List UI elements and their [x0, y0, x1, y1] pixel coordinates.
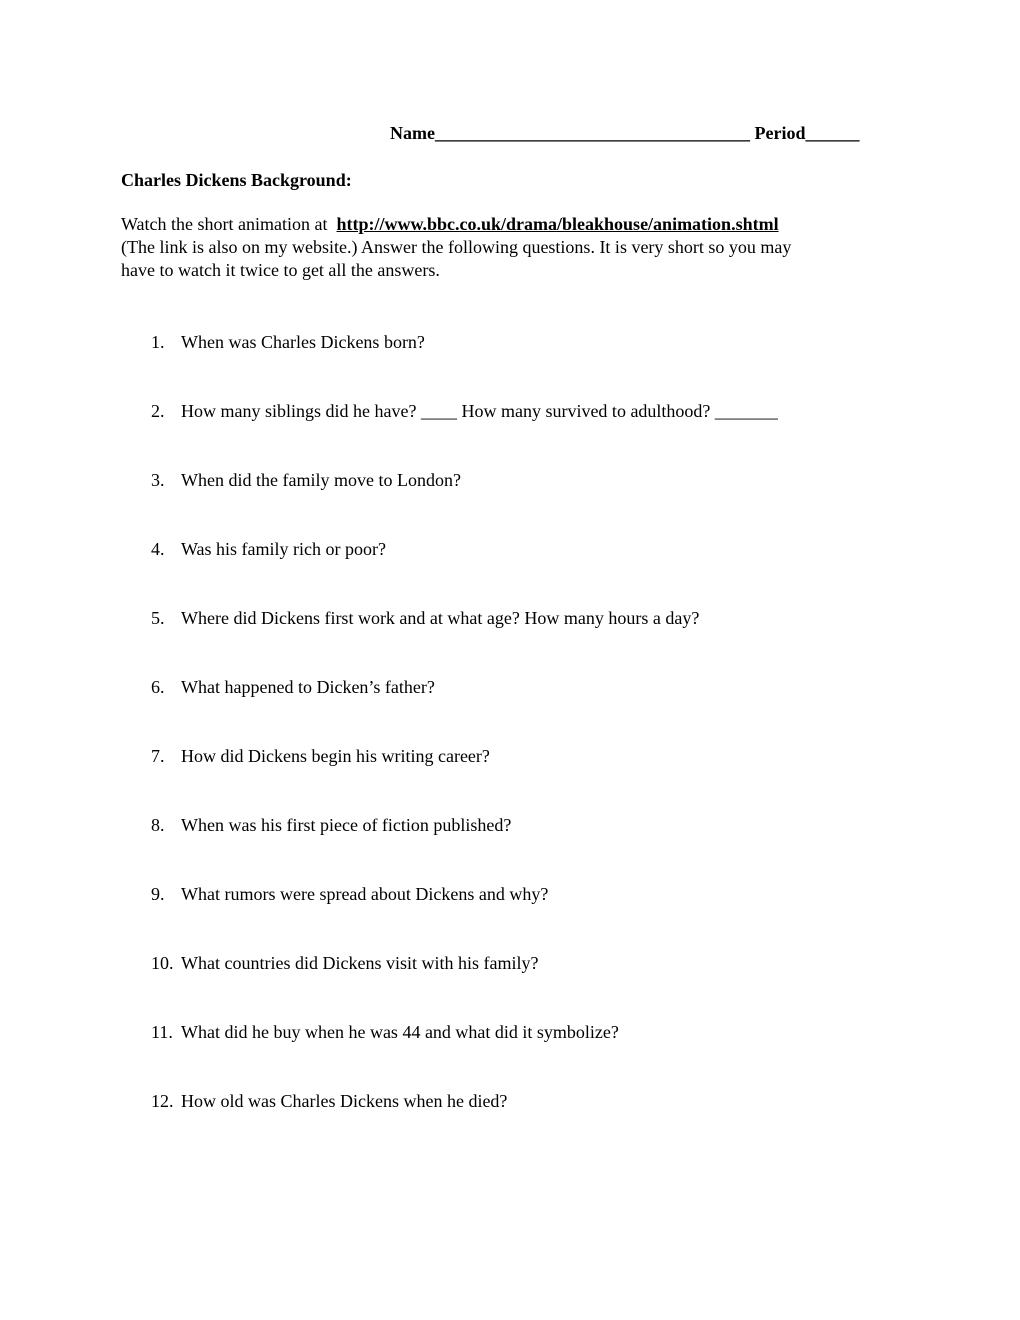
period-label: Period	[754, 123, 806, 143]
question-text: What countries did Dickens visit with his family?	[181, 953, 539, 973]
question-text: When did the family move to London?	[181, 470, 461, 490]
question-number: 2.	[151, 401, 165, 421]
question-number: 6.	[151, 677, 165, 697]
instructions-line-2: (The link is also on my website.) Answer the following questions. It is very short so you may	[121, 237, 792, 257]
question-number: 5.	[151, 608, 165, 628]
question-number: 1.	[151, 332, 165, 352]
name-blank[interactable]: ___________________________________	[434, 123, 750, 143]
instructions-paragraph	[121, 213, 901, 282]
section-title: Charles Dickens Background:	[121, 170, 352, 190]
question-number: 12.	[151, 1091, 174, 1111]
question-text: What did he buy when he was 44 and what did it symbolize?	[181, 1022, 619, 1042]
question-text: What rumors were spread about Dickens and why?	[181, 884, 549, 904]
question-text: When was his first piece of fiction published?	[181, 815, 512, 835]
question-number: 8.	[151, 815, 165, 835]
question-number: 3.	[151, 470, 165, 490]
question-number: 11.	[151, 1022, 173, 1042]
question-text: What happened to Dicken’s father?	[181, 677, 435, 697]
question-number: 9.	[151, 884, 165, 904]
question-number: 10.	[151, 953, 174, 973]
name-label: Name	[390, 123, 435, 143]
question-number: 4.	[151, 539, 165, 559]
question-text: When was Charles Dickens born?	[181, 332, 425, 352]
question-text: How many siblings did he have? ____ How many survived to adulthood? _______	[181, 401, 778, 421]
animation-link[interactable]: http://www.bbc.co.uk/drama/bleakhouse/animation.shtml	[336, 214, 779, 234]
instructions-line-3: have to watch it twice to get all the answers.	[121, 260, 440, 280]
instructions-lead: Watch the short animation at	[121, 214, 328, 234]
question-text: Was his family rich or poor?	[181, 539, 386, 559]
question-number: 7.	[151, 746, 165, 766]
period-blank[interactable]: ______	[805, 123, 860, 143]
question-text: How did Dickens begin his writing career?	[181, 746, 490, 766]
question-text: How old was Charles Dickens when he died?	[181, 1091, 508, 1111]
name-period-line	[390, 124, 859, 142]
question-text: Where did Dickens first work and at what age? How many hours a day?	[181, 608, 700, 628]
